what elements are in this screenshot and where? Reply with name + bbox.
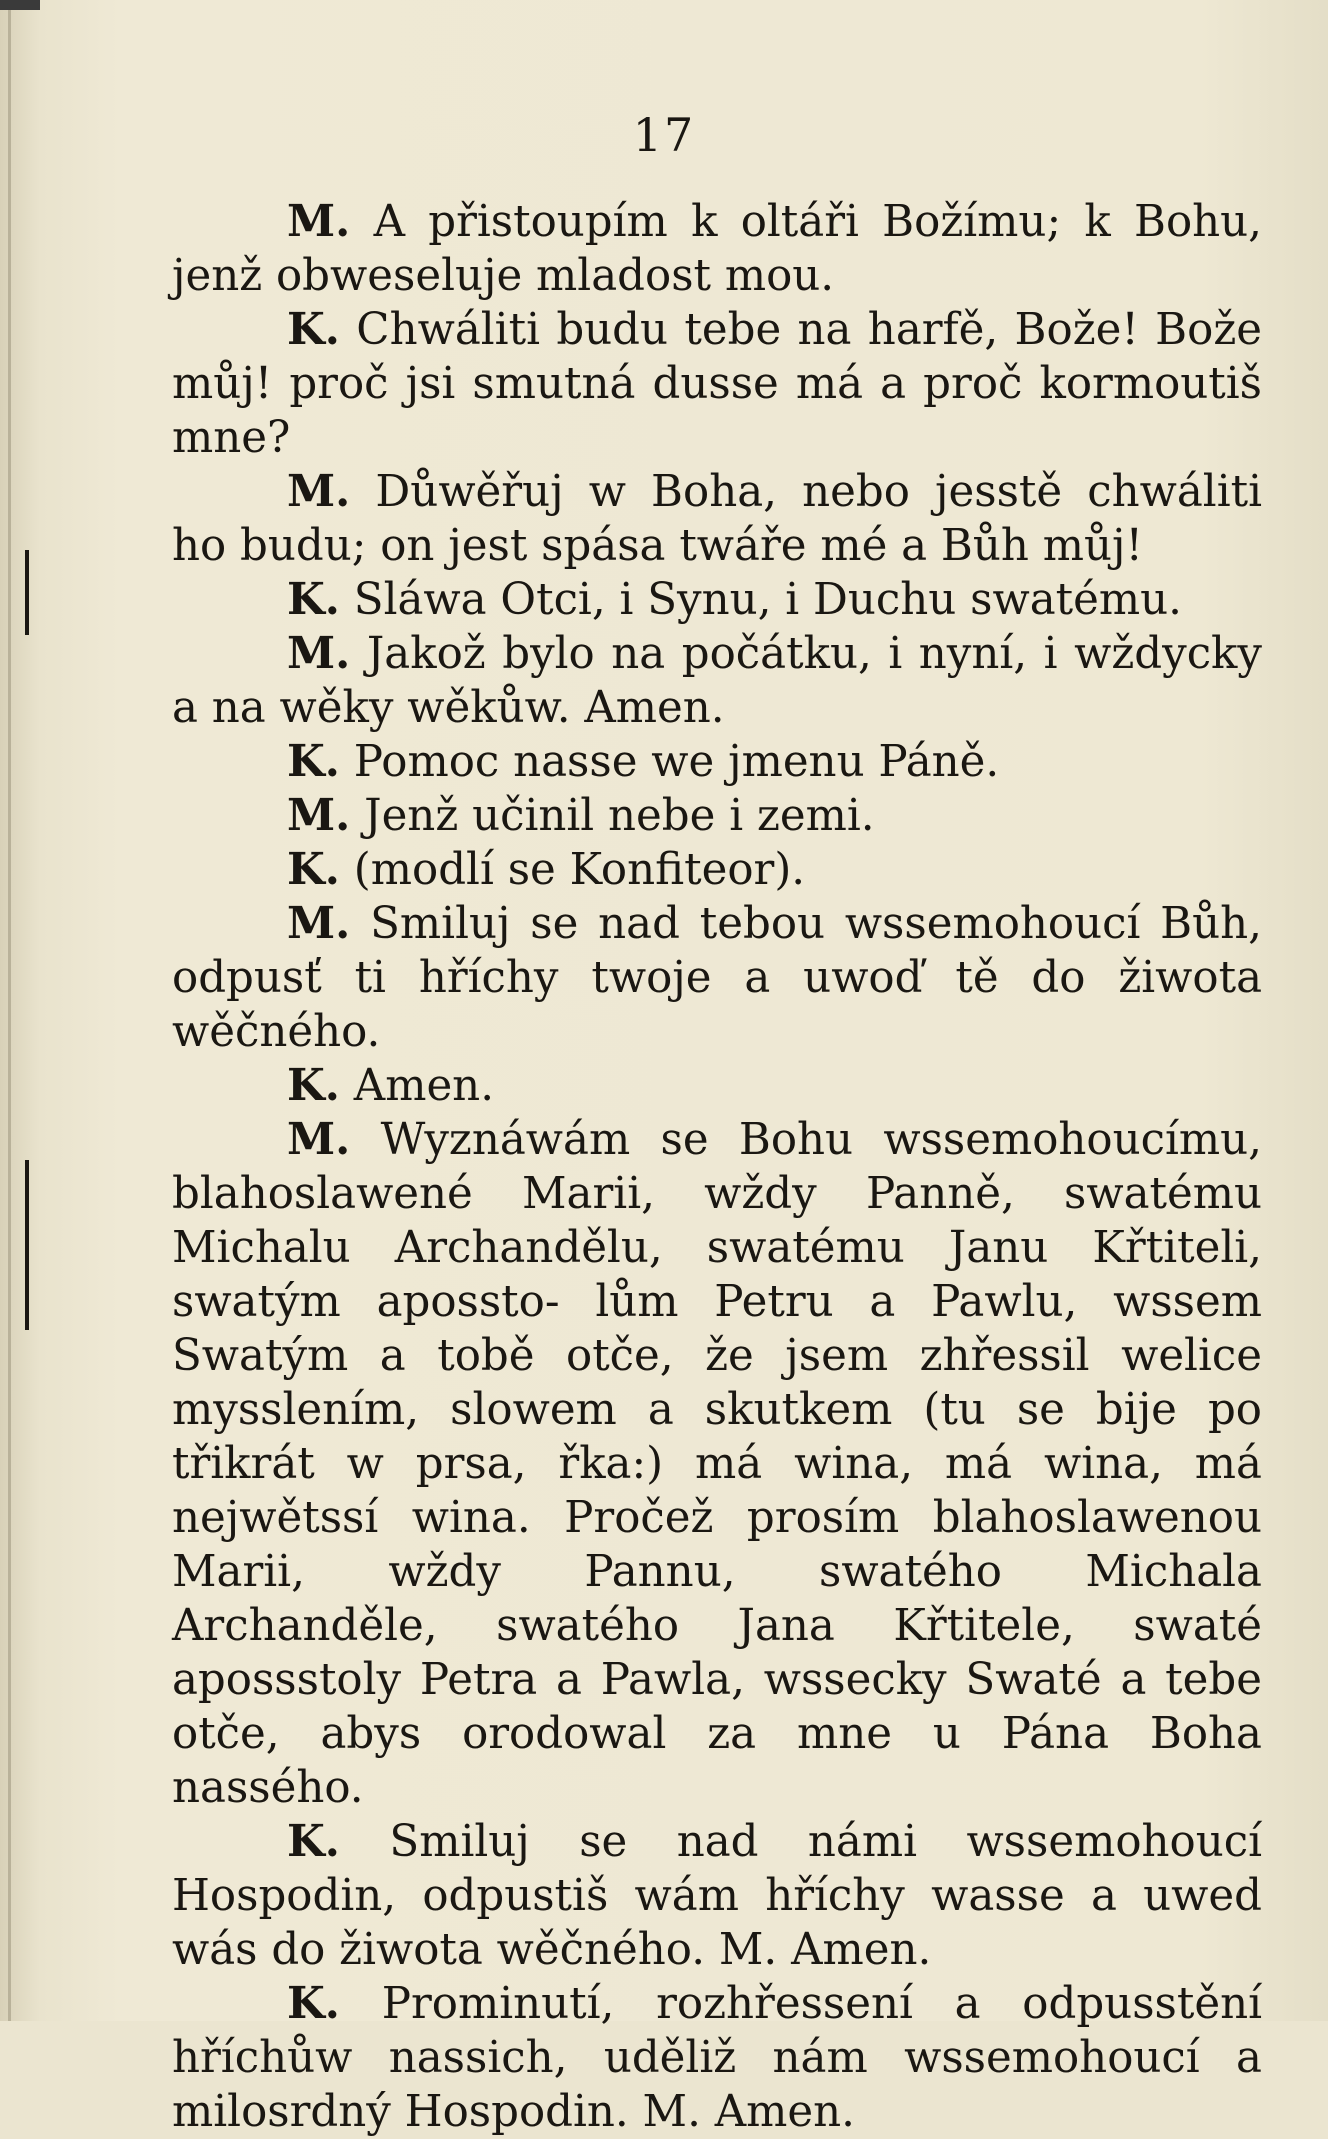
paragraph [172,1815,1262,1977]
scan-mark [0,0,40,10]
speaker-label: M. [287,196,351,247]
speaker-label: K. [287,1816,340,1867]
paragraph [172,1977,1262,2139]
paragraph-text: (modlí se Konfiteor). [353,845,806,895]
paragraph-text: Jakož bylo na počátku, i nyní, i wždycky a na wěky wěkůw. Amen. [172,629,1262,733]
paragraph-text: Smiluj se nad tebou wssemohoucí Bůh, odpusť ti hříchy twoje a uwoď tě do žiwota wěčného. [172,899,1263,1057]
paragraph-text: Jenž učinil nebe i zemi. [364,791,875,841]
paragraph-text: Chwáliti budu tebe na harfě, Bože! Bože můj! proč jsi smutná dusse má a proč kormoutiš mne? [172,305,1263,463]
paragraph-text: Amen. [353,1061,495,1111]
paragraph-text: Pomoc nasse we jmenu Páně. [353,737,1000,787]
page-number: 17 [632,108,696,162]
speaker-label: M. [287,628,351,679]
paragraph [172,897,1262,1059]
binding-gutter [8,0,11,2021]
speaker-label: M. [287,898,351,949]
paragraph-text: Sláwa Otci, i Synu, i Duchu swatému. [353,575,1182,625]
paragraph-text: Wyznáwám se Bohu wssemohoucímu, blahoslawené Marii, wždy Panně, swatému Michalu Archandělu, swatému Janu Křtiteli, swatým apossto- lům Petru a Pawlu, wssem Swatým a tobě otče, že jsem zhřessil welice mysslením, slowem a skutkem (tu se bije po třikrát w prsa, řka:) má wina, má wina, má nejwětssí wina. Pročež prosím blahoslawenou Marii, wždy Pannu, swatého Michala Archanděle, swatého Jana Křtitele, swaté apossstoly Petra a Pawla, wssecky Swaté a tebe otče, abys orodowal za mne u Pána Boha nassého. [172,1115,1262,1813]
margin-mark-upper [25,550,29,635]
paragraph [172,465,1262,573]
paragraph [172,843,1262,897]
paragraph [172,1113,1262,1815]
paragraph [172,735,1262,789]
speaker-label: K. [287,736,340,787]
paragraph-text: Smiluj se nad námi wssemohoucí Hospodin, odpustiš wám hříchy wasse a uwed wás do žiwota wěčného. M. Amen. [172,1817,1263,1975]
speaker-label: M. [287,790,351,841]
speaker-label: K. [287,844,340,895]
paragraph [172,195,1262,303]
speaker-label: K. [287,574,340,625]
speaker-label: K. [287,1060,340,1111]
paragraph [172,573,1262,627]
margin-mark-lower [25,1160,29,1330]
paragraph [172,789,1262,843]
speaker-label: K. [287,304,340,355]
paragraph-text: Prominutí, rozhřessení a odpusstění hříchůw nassich, uděliž nám wssemohoucí a milosrdný Hospodin. M. Amen. [172,1979,1262,2137]
paragraph [172,303,1262,465]
paragraph [172,1059,1262,1113]
page-text [172,195,1262,2139]
speaker-label: M. [287,1114,351,1165]
paragraph-text: A přistoupím k oltáři Božímu; k Bohu, jenž obweseluje mladost mou. [172,197,1262,301]
paragraph-text: Důwěřuj w Boha, nebo jesstě chwáliti ho budu; on jest spása twáře mé a Bůh můj! [172,467,1262,571]
speaker-label: K. [287,1978,340,2029]
speaker-label: M. [287,466,351,517]
paragraph [172,627,1262,735]
